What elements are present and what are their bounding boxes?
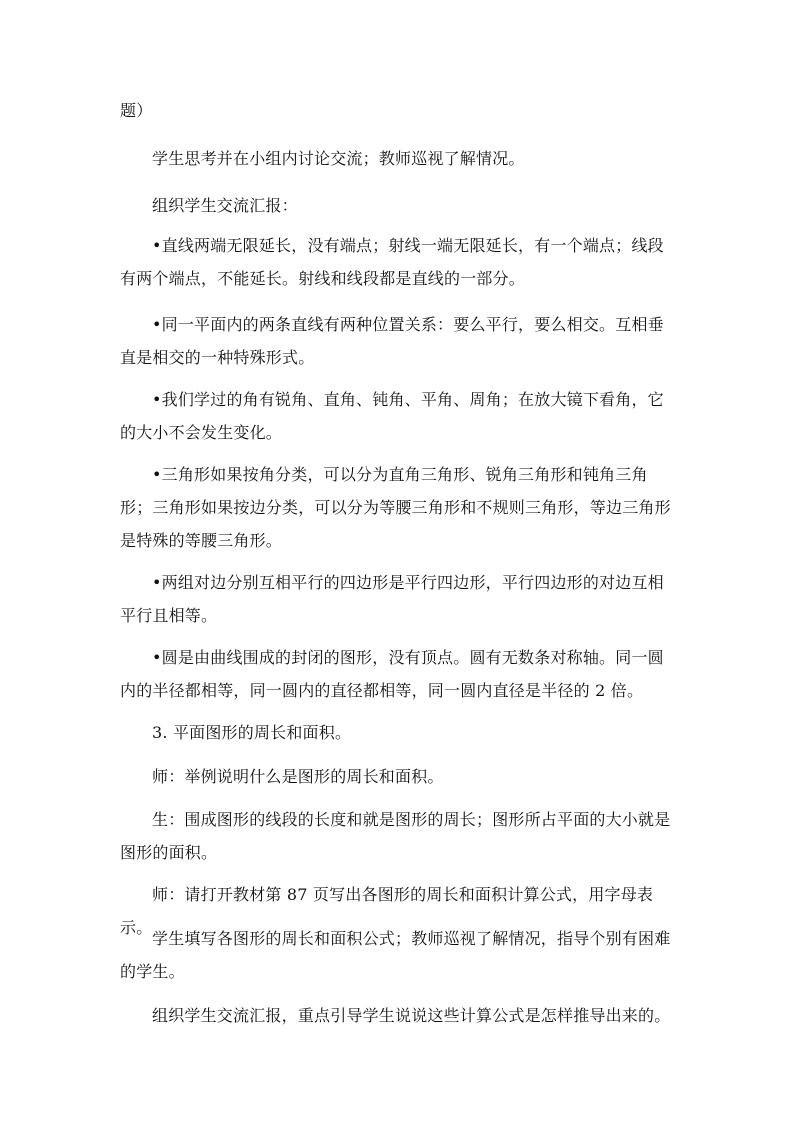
- bullet-parallel-intersect: •同一平面内的两条直线有两种位置关系：要么平行，要么相交。互相垂直是相交的一种特殊形式。: [120, 315, 664, 367]
- paragraph-continuation: 题）: [120, 101, 153, 120]
- student-answer: 生：围成图形的线段的长度和就是图形的周长；图形所占平面的大小就是图形的面积。: [120, 810, 671, 862]
- paragraph-student-discussion: 学生思考并在小组内讨论交流；教师巡视了解情况。: [152, 149, 525, 168]
- student-activity: 学生填写各图形的周长和面积公式；教师巡视了解情况，指导个别有困难的学生。: [120, 929, 671, 981]
- teacher-instruction: 师：请打开教材第 87 页写出各图形的周长和面积计算公式，用字母表示。: [120, 885, 654, 937]
- teacher-question: 师：举例说明什么是图形的周长和面积。: [152, 767, 444, 786]
- paragraph-report-intro: 组织学生交流汇报：: [152, 196, 298, 215]
- bullet-triangles: •三角形如果按角分类，可以分为直角三角形、锐角三角形和钝角三角形；三角形如果按边分类，可以分为等腰三角形和不规则三角形，等边三角形是特殊的等腰三角形。: [120, 465, 671, 550]
- bullet-parallelogram: •两组对边分别互相平行的四边形是平行四边形，平行四边形的对边互相平行且相等。: [120, 573, 664, 625]
- bullet-circle: •圆是由曲线围成的封闭的图形，没有顶点。圆有无数条对称轴。同一圆内的半径都相等，同一圆内的直径都相等，同一圆内直径是半径的 2 倍。: [120, 648, 664, 700]
- bullet-lines: •直线两端无限延长，没有端点；射线一端无限延长，有一个端点；线段有两个端点，不能延长。射线和线段都是直线的一部分。: [120, 236, 664, 288]
- bullet-angles: •我们学过的角有锐角、直角、钝角、平角、周角；在放大镜下看角，它的大小不会发生变化。: [120, 390, 664, 442]
- section-heading-perimeter-area: 3. 平面图形的周长和面积。: [152, 723, 352, 742]
- report-guidance: 组织学生交流汇报，重点引导学生说说这些计算公式是怎样推导出来的。: [152, 1006, 671, 1025]
